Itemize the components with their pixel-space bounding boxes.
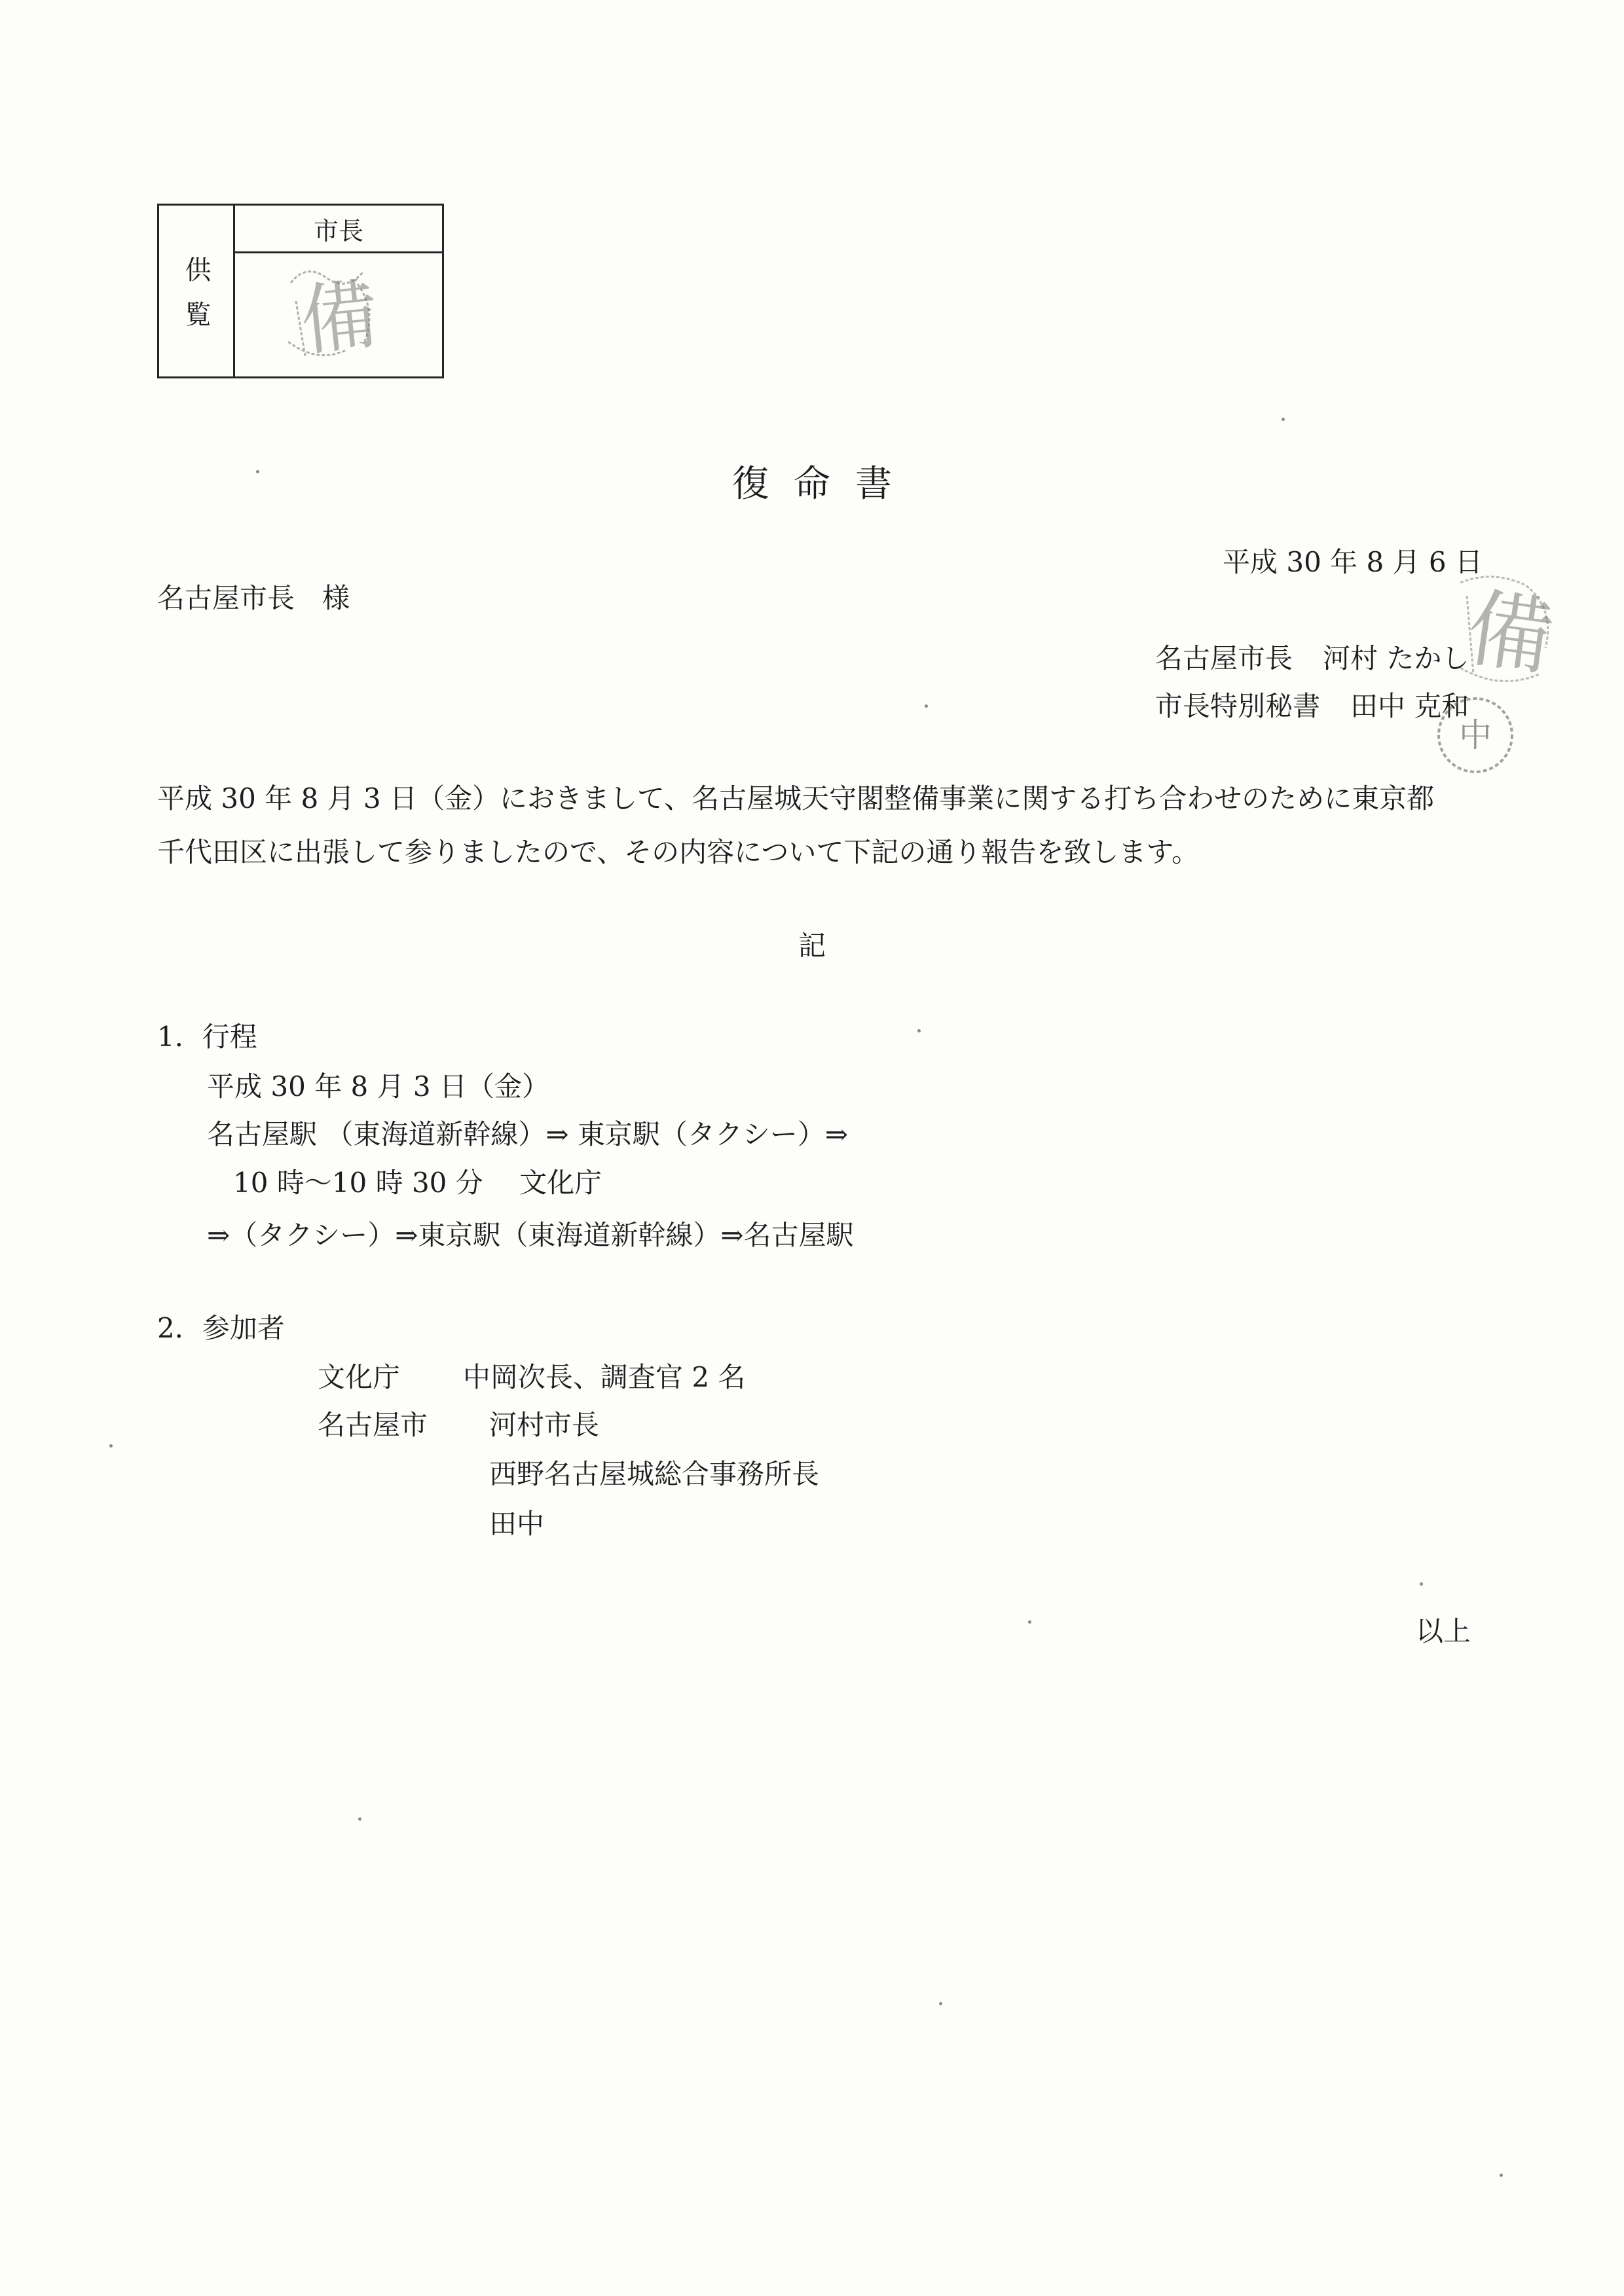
itinerary-line: ⇒（タクシー）⇒東京駅（東海道新幹線）⇒名古屋駅: [207, 1219, 854, 1251]
scan-speck: [1420, 1582, 1423, 1586]
ki-heading: 記: [798, 930, 826, 962]
signature-stamp: [1460, 577, 1559, 688]
participant-org: 文化庁: [318, 1361, 401, 1393]
document-title: 復命書: [732, 463, 917, 505]
approval-header-mayor: 市長: [235, 206, 442, 253]
closing-ijou: 以上: [1415, 1615, 1471, 1647]
scan-speck: [925, 704, 928, 708]
scan-speck: [358, 1817, 361, 1821]
section-heading-participants: [157, 1312, 285, 1344]
sender-title: 市長特別秘書: [1155, 690, 1321, 722]
participant-member: 田中: [489, 1508, 545, 1540]
scan-speck: [939, 2002, 942, 2005]
approval-side-cell: [159, 206, 235, 376]
itinerary-line: 平成 30 年 8 月 3 日（金）: [207, 1070, 549, 1102]
itinerary-line: 10 時～10 時 30 分 文化庁: [233, 1167, 602, 1199]
sender-name: 田中 克和: [1350, 690, 1469, 722]
approval-signature-stamp: [279, 258, 390, 369]
section-heading-itinerary: [157, 1023, 257, 1051]
itinerary-line: 名古屋駅 （東海道新幹線）⇒ 東京駅（タクシー）⇒: [207, 1118, 849, 1150]
approval-side-label: 供覧: [181, 255, 211, 345]
section-title: 参加者: [202, 1312, 285, 1344]
scan-speck: [256, 470, 259, 473]
approval-stamp-glyph: 備: [296, 268, 383, 367]
hanko-seal: [1439, 699, 1512, 772]
participant-member: 河村市長: [489, 1409, 600, 1441]
scan-speck: [109, 1444, 113, 1448]
body-line: 平成 30 年 8 月 3 日（金）におきまして、名古屋城天守閣整備事業に関する打ち合わせのために東京都: [157, 782, 1435, 814]
scan-speck: [1028, 1620, 1031, 1624]
sender-title: 名古屋市長: [1155, 642, 1293, 674]
participant-member: 中岡次長、調査官 2 名: [463, 1361, 746, 1393]
body-line: 千代田区に出張して参りましたので、その内容について下記の通り報告を致します。: [157, 836, 1199, 868]
participant-org: 名古屋市: [318, 1409, 428, 1441]
scan-speck: [917, 1029, 921, 1032]
sender-seals: [1421, 570, 1572, 779]
signature-glyph: 備: [1461, 577, 1560, 689]
addressee: 名古屋市長 様: [157, 582, 350, 614]
scan-speck: [1282, 418, 1285, 421]
section-title: 行程: [202, 1021, 257, 1053]
document-date: 平成 30 年 8 月 6 日: [1223, 546, 1483, 578]
section-number: 1．: [157, 1021, 202, 1053]
sender-name: 河村 たかし: [1323, 642, 1469, 674]
scan-speck: [1500, 2174, 1503, 2177]
participant-member: 西野名古屋城総合事務所長: [489, 1458, 820, 1490]
approval-box: [157, 204, 444, 378]
section-number: 2．: [157, 1312, 202, 1344]
hanko-glyph: 中: [1459, 716, 1492, 754]
